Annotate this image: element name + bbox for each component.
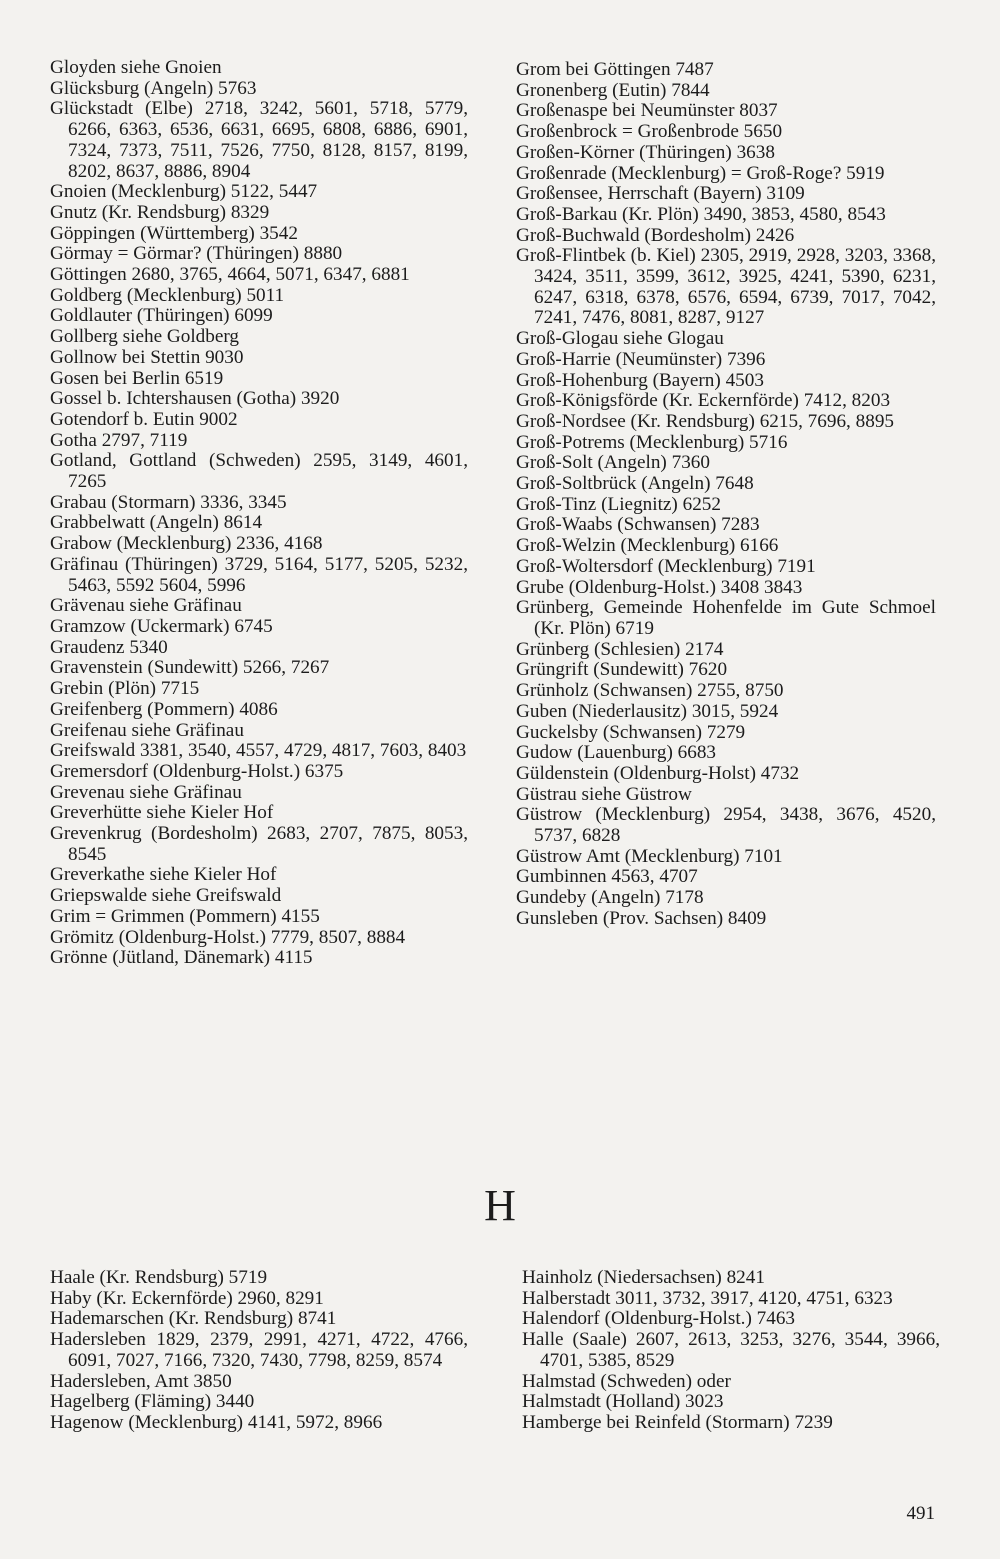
index-entry: Greifenberg (Pommern) 4086 — [50, 698, 278, 720]
section-heading-h: H — [484, 1181, 516, 1230]
index-entry: Gundeby (Angeln) 7178 — [516, 887, 704, 909]
index-entry: Goldlauter (Thüringen) 6099 — [50, 305, 273, 327]
index-entry: Hadersleben, Amt 3850 — [50, 1370, 232, 1392]
index-entry: Gotland, Gottland (Schweden) 2595, 3149, 4601, 7265 — [50, 450, 468, 493]
index-entry: Grünberg (Schlesien) 2174 — [516, 638, 724, 660]
index-entry: Gossel b. Ichtershausen (Gotha) 3920 — [50, 388, 340, 410]
index-entry: Grünberg, Gemeinde Hohenfelde im Gute Schmoel (Kr. Plön) 6719 — [516, 597, 936, 639]
index-entry: Görmay = Görmar? (Thüringen) 8880 — [50, 243, 343, 265]
index-entry: Groß-Welzin (Mecklenburg) 6166 — [516, 535, 779, 557]
index-entry: Gloyden siehe Gnoien — [50, 57, 222, 78]
left-column-g-entries — [50, 58, 468, 969]
index-entry: Grävenau siehe Gräfinau — [50, 595, 242, 617]
index-entry: Groß-Buchwald (Bordesholm) 2426 — [516, 224, 795, 246]
index-entry: Grönne (Jütland, Dänemark) 4115 — [50, 947, 313, 969]
index-entry: Hamberge bei Reinfeld (Stormarn) 7239 — [522, 1411, 833, 1433]
index-entry: Grüngrift (Sundewitt) 7620 — [516, 659, 728, 681]
index-entry: Großenaspe bei Neumünster 8037 — [516, 100, 778, 122]
index-entry: Groß-Soltbrück (Angeln) 7648 — [516, 473, 754, 495]
index-entry: Groß-Harrie (Neumünster) 7396 — [516, 348, 766, 370]
index-entry: Gnutz (Kr. Rendsburg) 8329 — [50, 201, 270, 223]
index-entry: Groß-Königsförde (Kr. Eckernförde) 7412, 8203 — [516, 390, 891, 412]
index-entry: Gräfinau (Thüringen) 3729, 5164, 5177, 5205, 5232, 5463, 5592 5604, 5996 — [50, 553, 468, 596]
index-entry: Gollnow bei Stettin 9030 — [50, 346, 244, 368]
index-entry: Graudenz 5340 — [50, 636, 168, 658]
index-entry: Groß-Flintbek (b. Kiel) 2305, 2919, 2928, 3203, 3368, 3424, 3511, 3599, 3612, 3925, 4241, 5390, 6231, 6247, 6318, 6378, 6576, 6594, 6739, 7017, 7042, 7241, 7476, 8081, 8287, 9127 — [516, 245, 936, 329]
index-entry: Grube (Oldenburg-Holst.) 3408 3843 — [516, 576, 803, 598]
index-entry: Guben (Niederlausitz) 3015, 5924 — [516, 700, 779, 722]
index-entry: Greifenau siehe Gräfinau — [50, 719, 244, 741]
index-entry: Grabbelwatt (Angeln) 8614 — [50, 512, 263, 534]
index-entry: Goldberg (Mecklenburg) 5011 — [50, 284, 285, 306]
index-entry: Groß-Barkau (Kr. Plön) 3490, 3853, 4580, 8543 — [516, 203, 886, 225]
index-entry: Groß-Waabs (Schwansen) 7283 — [516, 514, 760, 536]
index-entry: Grim = Grimmen (Pommern) 4155 — [50, 905, 320, 927]
index-entry: Gudow (Lauenburg) 6683 — [516, 742, 717, 764]
index-entry: Hainholz (Niedersachsen) 8241 — [522, 1267, 765, 1288]
index-entry: Haby (Kr. Eckernförde) 2960, 8291 — [50, 1287, 324, 1309]
index-entry: Halendorf (Oldenburg-Holst.) 7463 — [522, 1308, 796, 1330]
index-entry: Halberstadt 3011, 3732, 3917, 4120, 4751, 6323 — [522, 1287, 893, 1309]
index-entry: Halmstadt (Holland) 3023 — [522, 1391, 724, 1413]
index-entry: Großen-Körner (Thüringen) 3638 — [516, 141, 775, 163]
index-entry: Groß-Glogau siehe Glogau — [516, 328, 724, 350]
index-entry: Groß-Solt (Angeln) 7360 — [516, 452, 710, 474]
index-entry: Groß-Woltersdorf (Mecklenburg) 7191 — [516, 555, 816, 577]
index-entry: Güstrow (Mecklenburg) 2954, 3438, 3676, 4520, 5737, 6828 — [516, 804, 936, 847]
index-entry: Güldenstein (Oldenburg-Holst) 4732 — [516, 762, 800, 784]
index-entry: Grömitz (Oldenburg-Holst.) 7779, 8507, 8884 — [50, 926, 406, 948]
index-entry: Gramzow (Uckermark) 6745 — [50, 615, 273, 637]
index-entry: Grebin (Plön) 7715 — [50, 678, 200, 700]
index-entry: Guckelsby (Schwansen) 7279 — [516, 721, 746, 743]
index-entry: Greifswald 3381, 3540, 4557, 4729, 4817, 7603, 8403 — [50, 740, 467, 762]
index-entry: Güstrau siehe Güstrow — [516, 783, 692, 805]
index-entry: Göppingen (Württemberg) 3542 — [50, 222, 298, 244]
right-column-g-entries — [516, 60, 936, 930]
index-entry: Großensee, Herrschaft (Bayern) 3109 — [516, 183, 805, 205]
index-entry: Gunsleben (Prov. Sachsen) 8409 — [516, 907, 767, 929]
right-column-h-entries — [522, 1268, 940, 1434]
index-entry: Groß-Potrems (Mecklenburg) 5716 — [516, 431, 788, 453]
index-entry: Glückstadt (Elbe) 2718, 3242, 5601, 5718, 5779, 6266, 6363, 6536, 6631, 6695, 6808, 6886, 6901, 7324, 7373, 7511, 7526, 7750, 8128, 8157, 8199, 8202, 8637, 8886, 8904 — [50, 98, 468, 182]
index-entry: Großenrade (Mecklenburg) = Groß-Roge? 5919 — [516, 162, 885, 184]
index-entry: Grom bei Göttingen 7487 — [516, 59, 714, 80]
index-entry: Hagelberg (Fläming) 3440 — [50, 1391, 255, 1413]
index-entry: Großenbrock = Großenbrode 5650 — [516, 121, 783, 143]
index-entry: Grevenau siehe Gräfinau — [50, 781, 242, 803]
index-entry: Hadersleben 1829, 2379, 2991, 4271, 4722, 4766, 6091, 7027, 7166, 7320, 7430, 7798, 8259, 8574 — [50, 1329, 468, 1371]
index-entry: Gotendorf b. Eutin 9002 — [50, 408, 238, 430]
index-entry: Groß-Tinz (Liegnitz) 6252 — [516, 493, 721, 515]
index-entry: Greverhütte siehe Kieler Hof — [50, 802, 274, 824]
index-entry: Gronenberg (Eutin) 7844 — [516, 79, 710, 101]
index-entry: Gumbinnen 4563, 4707 — [516, 866, 698, 888]
index-entry: Güstrow Amt (Mecklenburg) 7101 — [516, 845, 783, 867]
index-entry: Gravenstein (Sundewitt) 5266, 7267 — [50, 657, 330, 679]
index-entry: Grevenkrug (Bordesholm) 2683, 2707, 7875, 8053, 8545 — [50, 823, 468, 865]
index-entry: Gremersdorf (Oldenburg-Holst.) 6375 — [50, 760, 344, 782]
index-entry: Groß-Hohenburg (Bayern) 4503 — [516, 369, 764, 391]
index-entry: Gnoien (Mecklenburg) 5122, 5447 — [50, 181, 318, 203]
index-entry: Grabau (Stormarn) 3336, 3345 — [50, 491, 287, 513]
index-entry: Halle (Saale) 2607, 2613, 3253, 3276, 3544, 3966, 4701, 5385, 8529 — [522, 1329, 940, 1371]
index-entry: Griepswalde siehe Greifswald — [50, 885, 282, 907]
index-entry: Glücksburg (Angeln) 5763 — [50, 77, 257, 99]
index-entry: Halmstad (Schweden) oder — [522, 1370, 731, 1392]
page-number: 491 — [906, 1503, 935, 1524]
index-entry: Grünholz (Schwansen) 2755, 8750 — [516, 680, 784, 702]
index-entry: Gotha 2797, 7119 — [50, 429, 188, 451]
index-entry: Gollberg siehe Goldberg — [50, 326, 239, 348]
index-entry: Haale (Kr. Rendsburg) 5719 — [50, 1267, 268, 1288]
index-entry: Greverkathe siehe Kieler Hof — [50, 864, 277, 886]
index-entry: Göttingen 2680, 3765, 4664, 5071, 6347, 6881 — [50, 264, 410, 286]
index-entry: Hademarschen (Kr. Rendsburg) 8741 — [50, 1308, 337, 1330]
index-entry: Gosen bei Berlin 6519 — [50, 367, 224, 389]
index-entry: Grabow (Mecklenburg) 2336, 4168 — [50, 533, 323, 555]
index-entry: Groß-Nordsee (Kr. Rendsburg) 6215, 7696, 8895 — [516, 410, 895, 432]
index-entry: Hagenow (Mecklenburg) 4141, 5972, 8966 — [50, 1411, 383, 1433]
left-column-h-entries — [50, 1268, 468, 1434]
